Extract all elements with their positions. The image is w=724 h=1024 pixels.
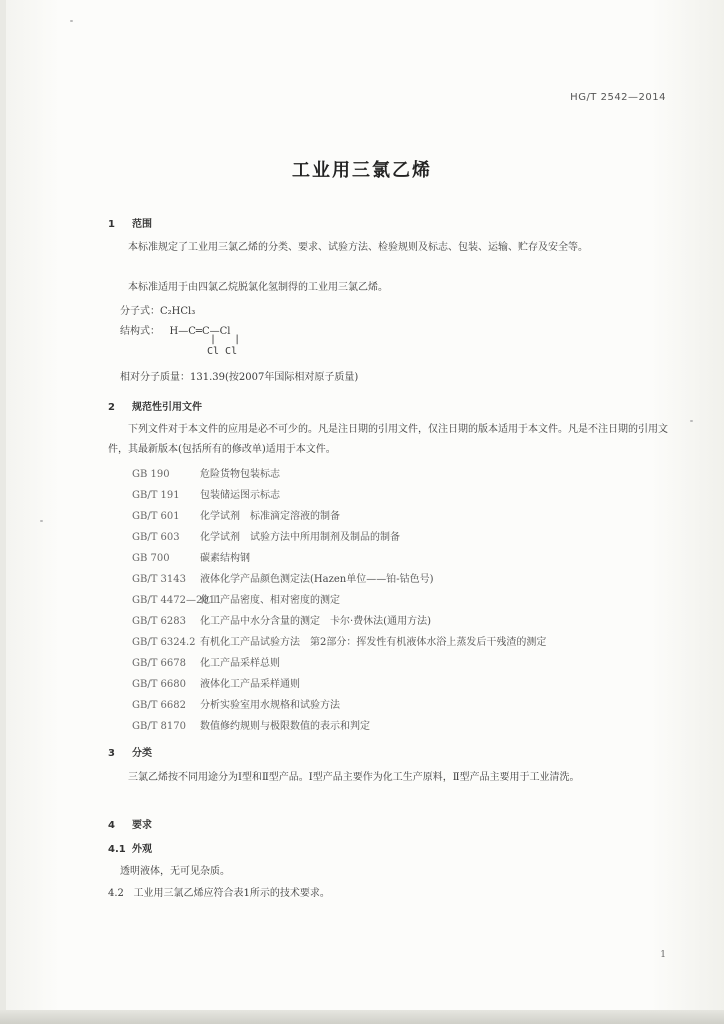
section-1-paragraph-1: 本标准规定了工业用三氯乙烯的分类、要求、试验方法、检验规则及标志、包装、运输、贮存及安全等。 — [128, 242, 588, 253]
reference-item: GB/T 6680 液体化工产品采样通则 — [132, 679, 300, 690]
molecular-formula: 分子式：C₂HCl₃ — [120, 306, 196, 317]
molecular-mass: 相对分子质量：131.39(按2007年国际相对原子质量) — [120, 372, 359, 383]
page-left-edge — [0, 0, 6, 1024]
structural-formula: 结构式： H—C═C—Cl — [120, 326, 231, 337]
subsection-4-2-text: 4.2 工业用三氯乙烯应符合表1所示的技术要求。 — [108, 888, 330, 899]
section-2-paragraph: 下列文件对于本文件的应用是必不可少的。凡是注日期的引用文件，仅注日期的版本适用于本文件。凡是不注日期的引用文件，其最新版本(包括所有的修改单)适用于本文件。 — [108, 424, 668, 455]
document-title: 工业用三氯乙烯 — [292, 160, 432, 181]
reference-item: GB 190 危险货物包装标志 — [132, 469, 280, 480]
reference-item: GB/T 191 包装储运图示标志 — [132, 490, 280, 501]
section-1-paragraph-2: 本标准适用于由四氯乙烷脱氯化氢制得的工业用三氯乙烯。 — [128, 282, 388, 293]
section-1-heading: 1 范围 — [108, 219, 152, 230]
reference-item: GB/T 6283 化工产品中水分含量的测定 卡尔·费休法(通用方法) — [132, 616, 431, 627]
reference-item: GB/T 6682 分析实验室用水规格和试验方法 — [132, 700, 340, 711]
section-2-heading: 2 规范性引用文件 — [108, 402, 202, 413]
reference-item: GB/T 3143 液体化学产品颜色测定法(Hazen单位——铂-钴色号) — [132, 574, 434, 585]
scan-speck — [690, 420, 693, 422]
structural-substituents: Cl Cl — [207, 346, 238, 357]
structural-bonds: | | — [210, 334, 241, 345]
scan-speck — [70, 20, 73, 22]
reference-item: GB/T 603 化学试剂 试验方法中所用制剂及制品的制备 — [132, 532, 400, 543]
reference-item: GB/T 601 化学试剂 标准滴定溶液的制备 — [132, 511, 340, 522]
reference-item: GB 700 碳素结构钢 — [132, 553, 250, 564]
reference-item: GB/T 4472—2011化工产品密度、相对密度的测定 — [132, 595, 340, 606]
subsection-4-1-heading: 4.1 外观 — [108, 844, 152, 855]
section-3-heading: 3 分类 — [108, 748, 152, 759]
subsection-4-1-text: 透明液体，无可见杂质。 — [120, 866, 230, 877]
reference-item: GB/T 6678 化工产品采样总则 — [132, 658, 280, 669]
standard-code: HG/T 2542—2014 — [570, 92, 666, 103]
section-3-paragraph: 三氯乙烯按不同用途分为Ⅰ型和Ⅱ型产品。Ⅰ型产品主要作为化工生产原料，Ⅱ型产品主要用于工业清洗。 — [128, 772, 580, 783]
scan-speck — [40, 520, 43, 522]
reference-item: GB/T 6324.2 有机化工产品试验方法 第2部分：挥发性有机液体水浴上蒸发后干残渣的测定 — [132, 637, 547, 648]
page-bottom-edge — [0, 1010, 724, 1024]
reference-item: GB/T 8170 数值修约规则与极限数值的表示和判定 — [132, 721, 370, 732]
page-number: 1 — [660, 950, 666, 960]
section-4-heading: 4 要求 — [108, 820, 152, 831]
